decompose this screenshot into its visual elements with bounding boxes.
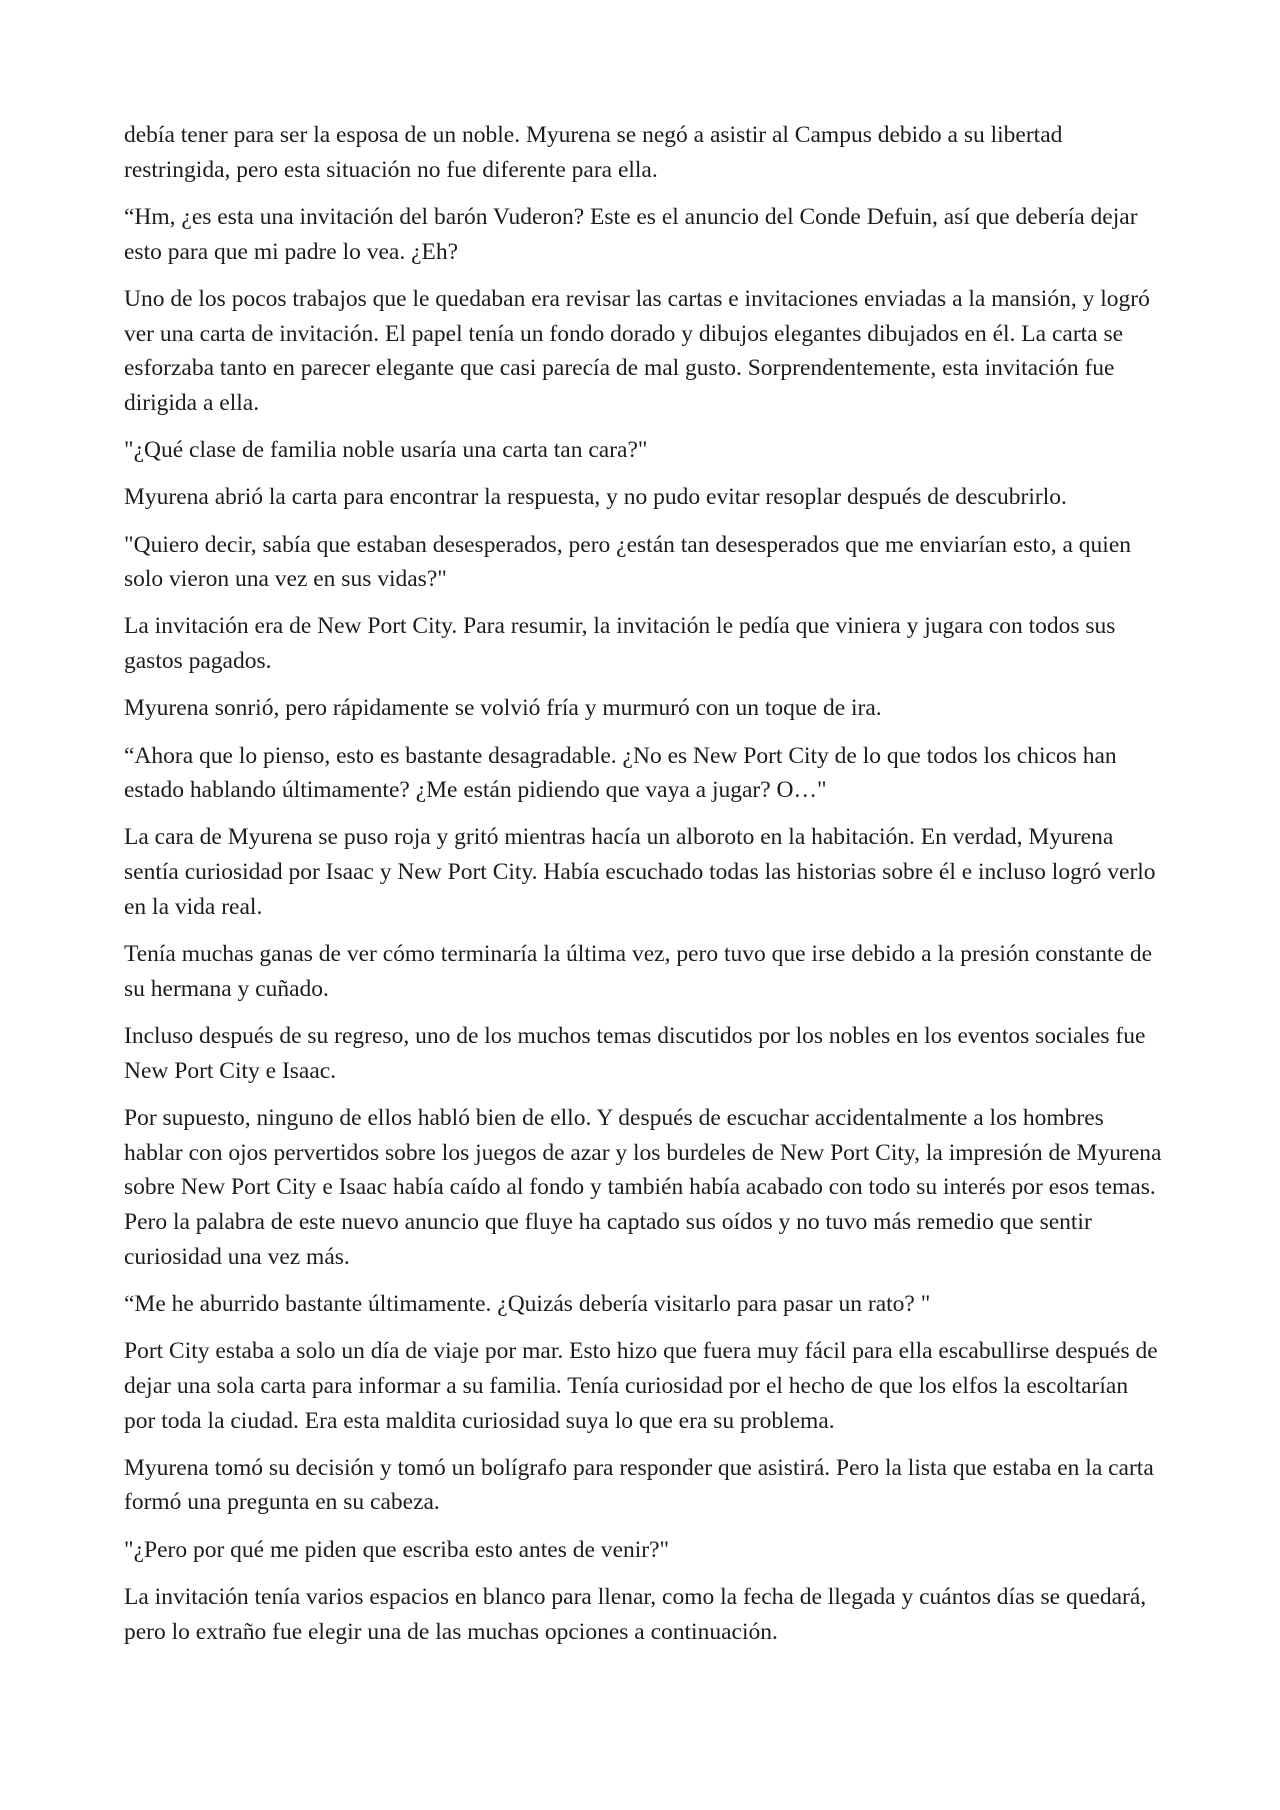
paragraph: “Ahora que lo pienso, esto es bastante desagradable. ¿No es New Port City de lo que todos los chicos han estado hablando últimamente? ¿Me están pidiendo que vaya a jugar? O…" (124, 742, 1117, 804)
paragraph: Tenía muchas ganas de ver cómo terminaría la última vez, pero tuvo que irse debido a la presión constante de su hermana y cuñado. (124, 941, 1153, 1002)
paragraph: Myurena sonrió, pero rápidamente se volvió fría y murmuró con un toque de ira. (124, 695, 882, 722)
paragraph: debía tener para ser la esposa de un noble. Myurena se negó a asistir al Campus debido a su libertad restringida, pero esta situación no fue diferente para ella. (124, 122, 1063, 183)
paragraph: La invitación tenía varios espacios en blanco para llenar, como la fecha de llegada y cuántos días se quedará, pero lo extraño fue elegir una de las muchas opciones a continuación. (124, 1583, 1147, 1645)
paragraph: Myurena abrió la carta para encontrar la respuesta, y no pudo evitar resoplar después de descubrirlo. (124, 484, 1067, 511)
paragraph: Myurena tomó su decisión y tomó un bolígrafo para responder que asistirá. Pero la lista que estaba en la carta formó una pregunta en su cabeza. (124, 1454, 1154, 1516)
paragraph: La invitación era de New Port City. Para resumir, la invitación le pedía que viniera y jugara con todos sus gastos pagados. (124, 613, 1116, 675)
paragraph: Uno de los pocos trabajos que le quedaban era revisar las cartas e invitaciones enviadas a la mansión, y logró ver una carta de invitación. El papel tenía un fondo dorado y dibujos elegantes dibujados en él. La carta se esforzaba tanto en parecer elegante que casi parecía de mal gusto. Sorprendentemente, esta invitación fue dirigida a ella. (124, 285, 1150, 416)
paragraph: "¿Pero por qué me piden que escriba esto antes de venir?" (124, 1536, 670, 1563)
paragraph: Por supuesto, ninguno de ellos habló bien de ello. Y después de escuchar accidentalmente a los hombres hablar con ojos pervertidos sobre los juegos de azar y los burdeles de New Port City, la impresión de Myurena sobre New Port City e Isaac había caído al fondo y también había acabado con todo su interés por esos temas. Pero la palabra de este nuevo anuncio que fluye ha captado sus oídos y no tuvo más remedio que sentir curiosidad una vez más. (124, 1104, 1162, 1270)
paragraph: "Quiero decir, sabía que estaban desesperados, pero ¿están tan desesperados que me enviarían esto, a quien solo vieron una vez en sus vidas?" (124, 531, 1132, 593)
paragraph: “Hm, ¿es esta una invitación del barón Vuderon? Este es el anuncio del Conde Defuin, así que debería dejar esto para que mi padre lo vea. ¿Eh? (124, 203, 1138, 265)
paragraph: “Me he aburrido bastante últimamente. ¿Quizás debería visitarlo para pasar un rato? " (124, 1290, 931, 1317)
paragraph: La cara de Myurena se puso roja y gritó mientras hacía un alboroto en la habitación. En verdad, Myurena sentía curiosidad por Isaac y New Port City. Había escuchado todas las historias sobre él e incluso logró verlo en la vida real. (124, 824, 1156, 920)
paragraph: Port City estaba a solo un día de viaje por mar. Esto hizo que fuera muy fácil para ella escabullirse después de dejar una sola carta para informar a su familia. Tenía curiosidad por el hecho de que los elfos la escoltarían por toda la ciudad. Era esta maldita curiosidad suya lo que era su problema. (124, 1338, 1158, 1434)
paragraph: "¿Qué clase de familia noble usaría una carta tan cara?" (124, 437, 648, 464)
paragraph: Incluso después de su regreso, uno de los muchos temas discutidos por los nobles en los eventos sociales fue New Port City e Isaac. (124, 1022, 1146, 1084)
